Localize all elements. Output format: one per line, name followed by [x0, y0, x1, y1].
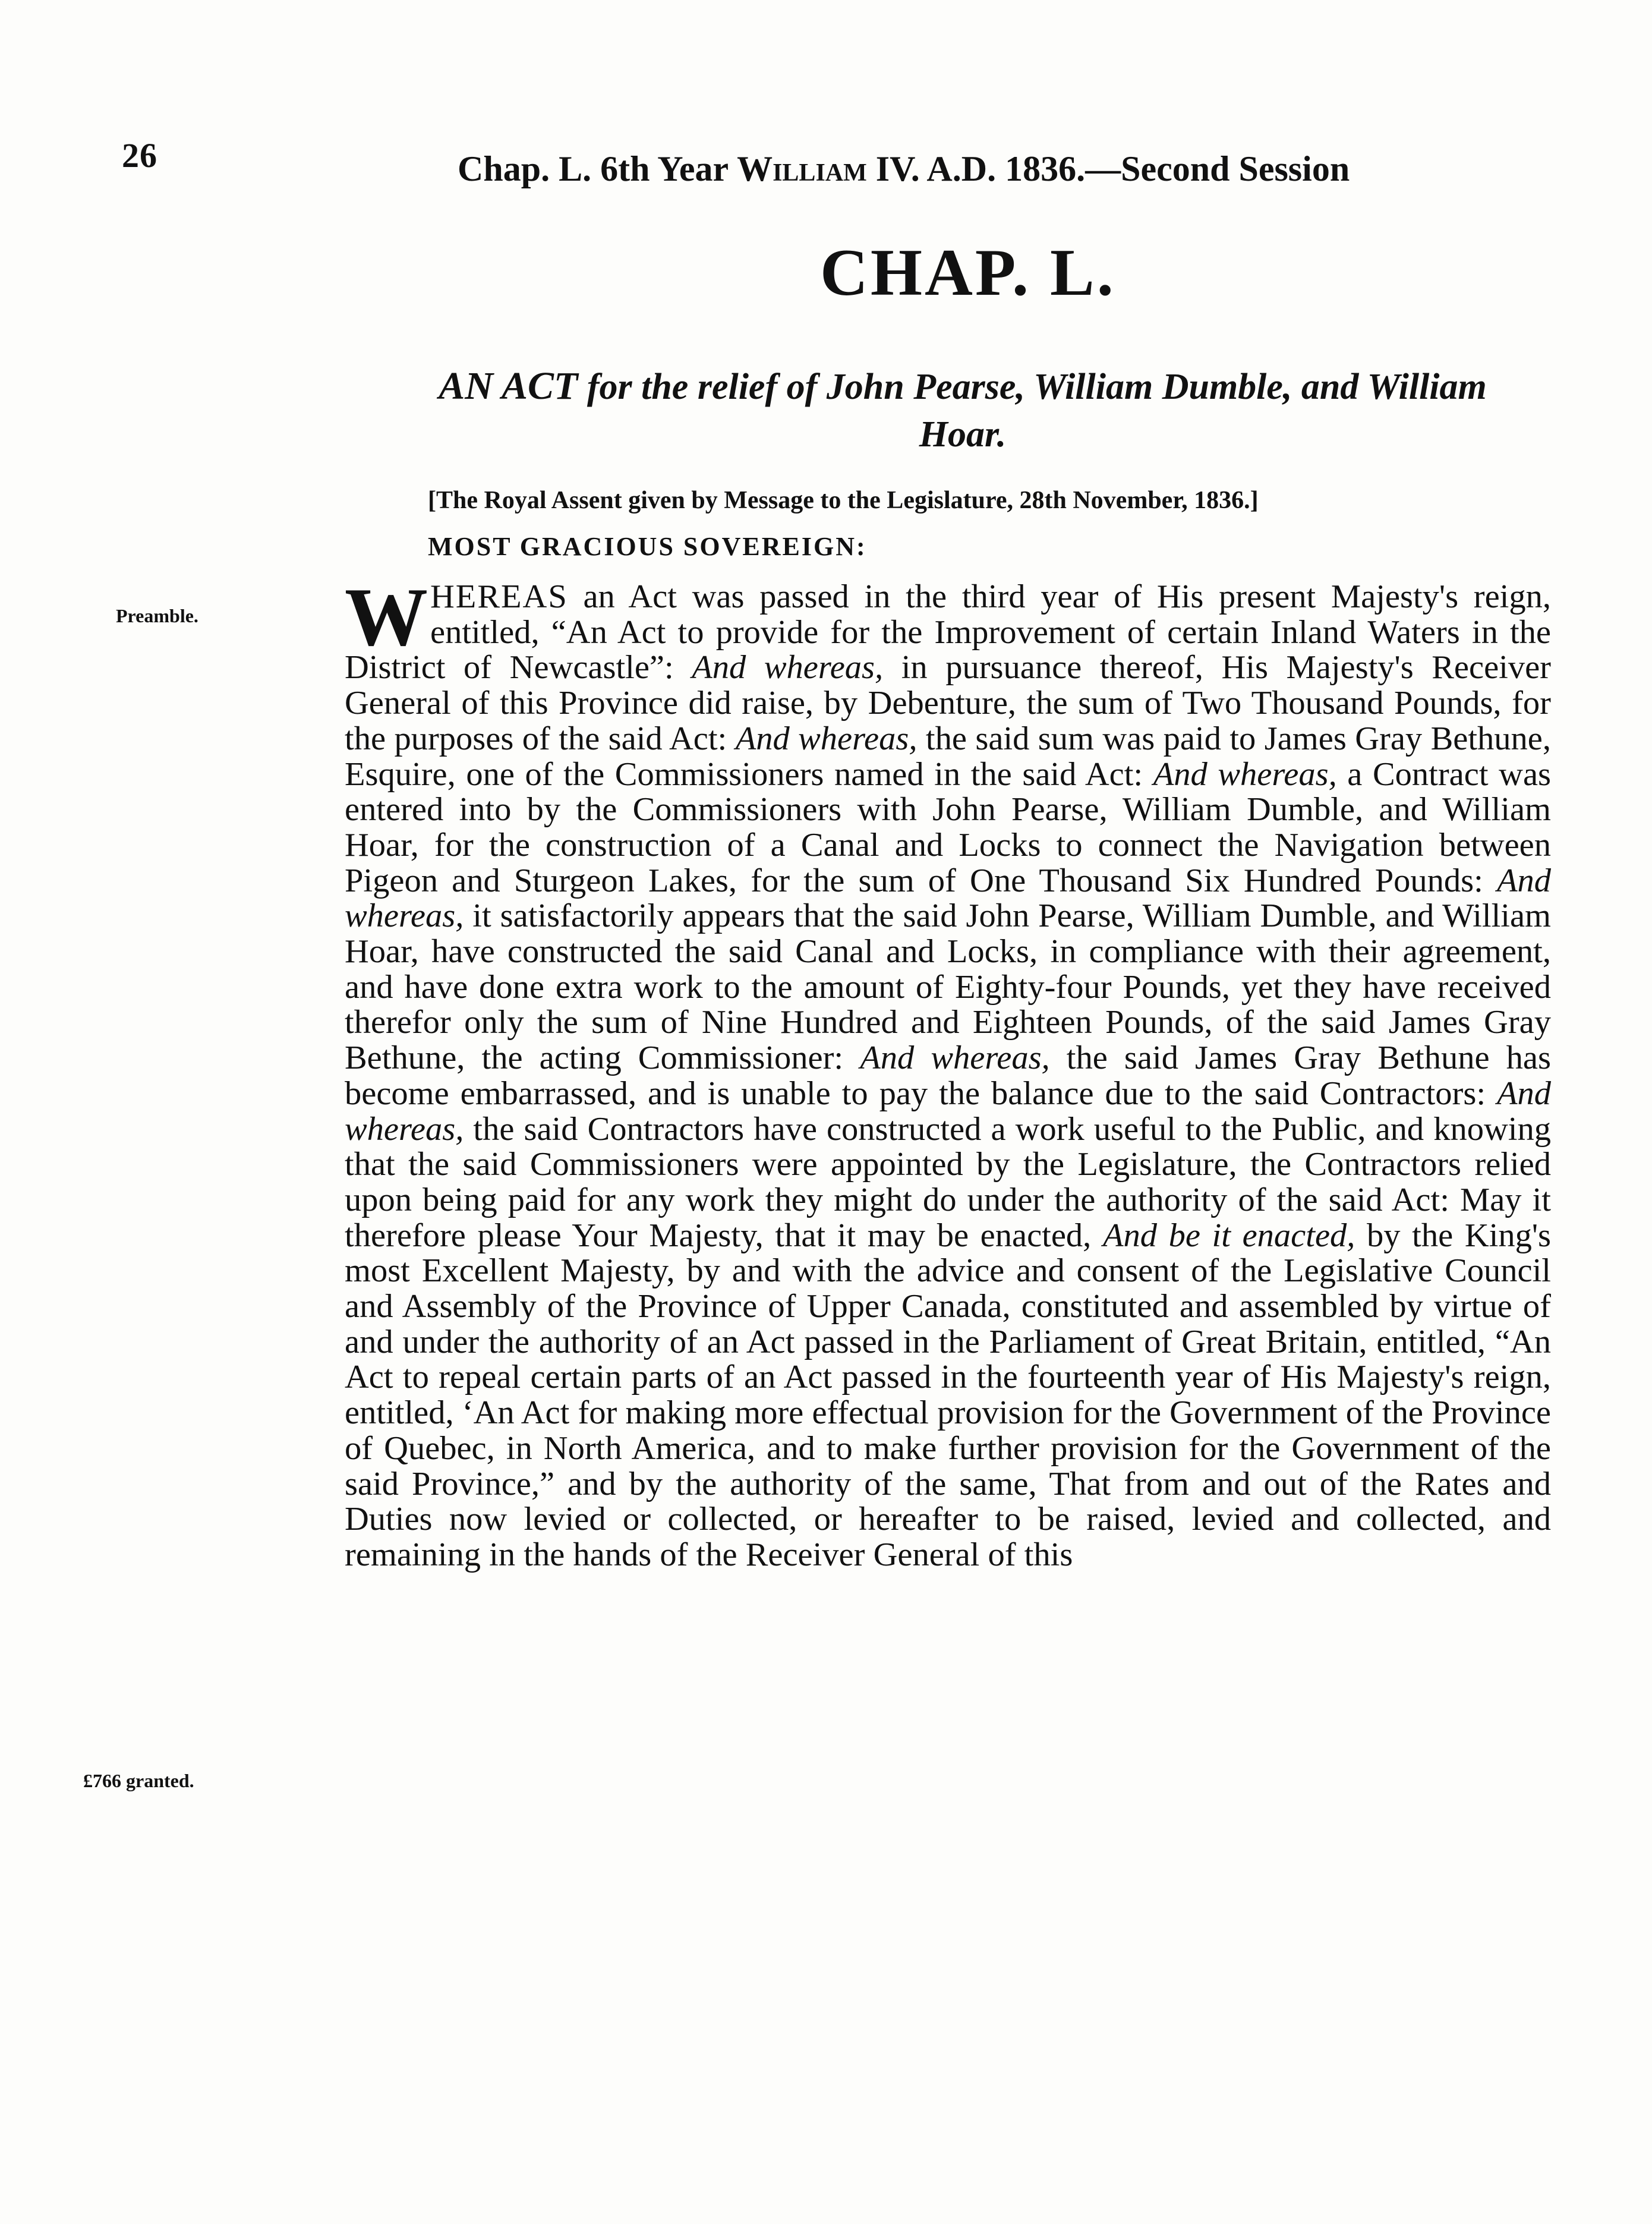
marginal-note-grant: £766 granted. — [83, 1770, 194, 1791]
act-title — [404, 363, 1521, 458]
marginal-note-preamble: Preamble. — [116, 605, 198, 626]
body-italic-segment: And whereas, — [345, 1075, 1551, 1148]
act-body-text — [345, 571, 1552, 1573]
running-head-king: William — [737, 149, 867, 188]
body-segment: an Act was passed in the third year of His present Majesty's reign, entitled, “An Act to provide for the Improvement of certain Inland Waters in the District of Newcastle”: — [345, 578, 1551, 686]
body-italic-segment: And whereas, — [735, 720, 918, 757]
body-segment: it satisfactorily appears that the said John Pearse, William Dumble, and William Hoar, have constructed the said Canal and Locks, in compliance with their agreement, and have done extra work to the amount of Eighty-four Pounds, yet they have received therefor only the sum of Nine Hundred and Eighteen Pounds, of the said James Gray Bethune, the acting Commissioner: — [345, 897, 1551, 1077]
body-segment: a Contract was entered into by the Commissioners with John Pearse, William Dumble, and William Hoar, for the construction of a Canal and Locks to connect the Navigation between Pigeon and Sturgeon Lakes, for the sum of One Thousand Six Hundred Pounds: — [345, 755, 1552, 899]
opening-word: HEREAS — [430, 578, 568, 615]
running-head-suffix: IV. A.D. 1836.—Second Session — [866, 149, 1350, 188]
body-segment: the said sum was paid to James Gray Bethune, Esquire, one of the Commissioners named in the said Act: — [345, 720, 1552, 793]
salutation: MOST GRACIOUS SOVEREIGN: — [428, 532, 867, 561]
drop-cap-initial: W — [345, 571, 428, 663]
body-italic-segment: And whereas, — [692, 649, 884, 686]
chapter-title: CHAP. L. — [820, 236, 1116, 310]
running-head-prefix: Chap. L. 6th Year — [458, 149, 737, 188]
body-italic-segment: And whereas, — [345, 862, 1551, 935]
page-number: 26 — [122, 136, 157, 175]
body-segment: the said Contractors have constructed a work useful to the Public, and knowing that the said Commissioners were appointed by the Legislature, the Contractors relied upon being paid for any work they might do under the authority of the said Act: May it therefore please Your Majesty, that it may be enacted, — [345, 1110, 1551, 1254]
body-segment: in pursuance thereof, His Majesty's Receiver General of this Province did raise, by Debenture, the sum of Two Thousand Pounds, for the purposes of the said Act: — [345, 649, 1551, 757]
act-title-rest: for the relief of John Pearse, William Dumble, and William Hoar. — [578, 367, 1487, 455]
act-title-lead: AN ACT — [439, 364, 578, 408]
body-italic-segment: And whereas, — [1153, 755, 1337, 793]
body-segment: the said James Gray Bethune has become embarrassed, and is unable to pay the balance due to the said Contractors: — [345, 1039, 1551, 1112]
body-segment: by the King's most Excellent Majesty, by and with the advice and consent of the Legislative Council and Assembly of the Province of Upper Canada, constituted and assembled by virtue of and under the authority of an Act passed in the Parliament of Great Britain, entitled, “An Act to repeal certain parts of an Act passed in the fourteenth year of His Majesty's reign, entitled, ‘An Act for making more effectual provision for the Government of the Province of Quebec, in North America, and to make further provision for the Government of the said Province,” and by the authority of the same, That from and out of the Rates and Duties now levied or collected, or hereafter to be raised, levied and collected, and remaining in the hands of the Receiver General of this — [345, 1217, 1551, 1573]
royal-assent-note: [The Royal Assent given by Message to the Legislature, 28th November, 1836.] — [428, 487, 1259, 514]
running-head — [458, 149, 1492, 190]
body-italic-segment: And whereas, — [860, 1039, 1050, 1077]
body-italic-segment: And be it enacted, — [1102, 1217, 1355, 1254]
